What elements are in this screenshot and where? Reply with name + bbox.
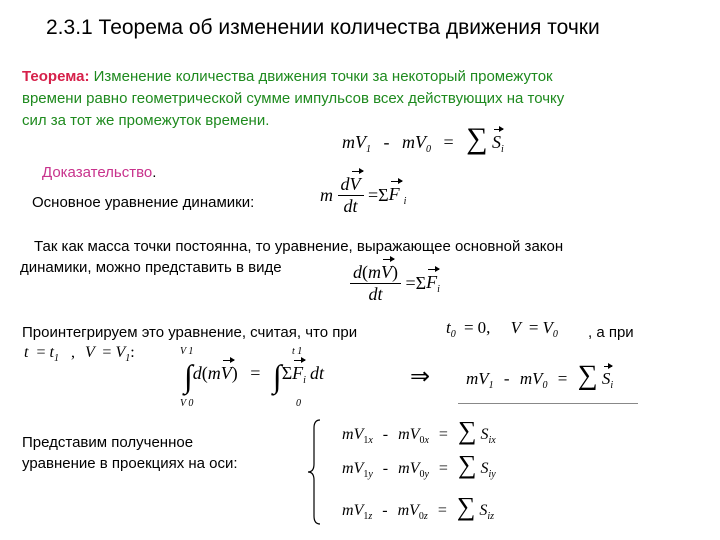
sym-V: V [84, 344, 95, 361]
theorem-line-2: времени равно геометрической сумме импульсов всех действующих на точку [22, 90, 565, 107]
sym-rparen: ) [231, 363, 238, 383]
sub-y: y [368, 469, 373, 480]
sub-1: 1 [366, 144, 371, 155]
sub-1: 1 [363, 435, 369, 446]
sub-1: 1 [53, 353, 59, 364]
sym-rparen: ) [392, 262, 398, 282]
sym-m: m [398, 426, 410, 443]
sym-m: m [368, 262, 381, 282]
sym-equals: = [557, 369, 568, 388]
fraction-dmV-dt [350, 262, 401, 305]
sym-minus: - [383, 132, 390, 152]
sub-i: i [437, 284, 440, 295]
theorem-text-1: Изменение количества движения точки за некоторый промежуток [89, 68, 553, 85]
projection-line-2: уравнение в проекциях на оси: [22, 455, 238, 472]
sym-dt: dt [309, 363, 324, 383]
sub-0: 0 [450, 329, 456, 340]
integral-upper-limit-t1: t 1 [292, 346, 303, 357]
sym-equals: = [463, 318, 474, 337]
sub-0: 0 [542, 380, 548, 391]
sub-y: y [424, 469, 429, 480]
vector-F: F [292, 363, 304, 383]
sum-symbol: ∑ [457, 450, 477, 479]
sym-S: S [479, 502, 488, 519]
sub-1: 1 [363, 511, 369, 522]
sym-minus: - [382, 426, 389, 443]
formula-projection-z [342, 494, 494, 522]
formula-projection-x [342, 418, 496, 446]
sym-equals: = [528, 318, 539, 337]
sum-symbol: ∑ [456, 492, 476, 521]
sym-comma: , [70, 344, 75, 361]
sym-d: d [340, 174, 350, 194]
sym-d: d [192, 363, 202, 383]
left-brace [306, 418, 326, 526]
sym-lparen: ( [362, 262, 368, 282]
sym-V: V [353, 460, 364, 477]
sym-m: m [402, 132, 415, 152]
sym-V: V [532, 369, 543, 388]
final-conditions [24, 344, 135, 364]
sym-m: m [342, 502, 354, 519]
vector-V: V [349, 174, 361, 194]
formula-impulse-result [466, 362, 613, 391]
initial-conditions [446, 318, 558, 340]
sym-V: V [409, 460, 420, 477]
basic-equation-label: Основное уравнение динамики: [32, 194, 255, 211]
since-line-1: Так как масса точки постоянна, то уравнение, выражающее основной закон [34, 238, 564, 255]
sym-minus: - [503, 369, 510, 388]
sub-1: 1 [125, 353, 131, 364]
sub-0: 0 [419, 435, 425, 446]
sym-m: m [397, 502, 410, 519]
sym-V: V [542, 318, 553, 337]
sym-V: V [510, 318, 521, 337]
sub-z: z [423, 511, 428, 522]
integral-lower-limit-V0: V 0 [180, 398, 194, 409]
vector-F: F [426, 272, 438, 292]
integral-sign: ∫ [272, 358, 282, 394]
sym-equals: = [102, 344, 112, 361]
frac-denominator: dt [343, 196, 358, 216]
sub-iy: iy [488, 469, 496, 480]
theorem-line-1 [22, 66, 553, 88]
sym-m: m [342, 460, 354, 477]
sym-V: V [409, 502, 419, 519]
proof-label [42, 162, 156, 184]
sym-m: m [519, 369, 533, 388]
sym-V: V [415, 132, 426, 152]
formula-projection-y [342, 452, 496, 480]
sub-i: i [610, 380, 614, 391]
integrate-line-1: Проинтегрируем это уравнение, считая, что при [22, 324, 358, 341]
sub-x: x [368, 435, 373, 446]
projection-line-1: Представим полученное [22, 434, 194, 451]
sub-ix: ix [488, 435, 496, 446]
sym-equals: = [368, 185, 379, 205]
vector-V: V [220, 363, 232, 383]
sub-i: i [303, 375, 306, 386]
since-line-2: динамики, можно представить в виде [20, 259, 282, 276]
implies-arrow: ⇒ [410, 362, 431, 390]
sum-symbol: ∑ [577, 360, 598, 391]
sym-V: V [115, 344, 126, 361]
integral-upper-limit-V1: V 1 [180, 346, 194, 357]
theorem-line-3: сил за тот же промежуток времени. [22, 112, 270, 129]
sym-equals: = [437, 502, 447, 519]
sub-1: 1 [488, 380, 494, 391]
sym-V: V [353, 426, 364, 443]
integral-lower-limit-0: 0 [296, 398, 301, 409]
formula-impulse-theorem [342, 124, 504, 155]
sym-colon: : [130, 344, 135, 361]
page-title: 2.3.1 Теорема об изменении количества движения точки [46, 16, 600, 39]
sym-d: d [353, 262, 362, 282]
sym-t: t [49, 344, 54, 361]
integral-sign: ∫ [184, 358, 193, 394]
sym-equals: = [438, 426, 448, 443]
sigma-symbol: Σ [281, 363, 293, 383]
sym-V: V [478, 369, 489, 388]
sym-V: V [355, 132, 366, 152]
sym-m: m [207, 363, 221, 383]
theorem-label: Теорема: [22, 68, 90, 85]
sym-lparen: ( [201, 363, 208, 383]
sym-V: V [353, 502, 364, 519]
vector-F: F [388, 184, 400, 204]
formula-integral [184, 358, 324, 395]
sym-equals: = [250, 363, 261, 383]
sub-z: z [368, 511, 373, 522]
vector-S: S [601, 369, 611, 388]
value-zero: 0, [477, 318, 491, 337]
sub-0: 0 [552, 329, 558, 340]
sym-minus: - [382, 502, 388, 519]
sym-minus: - [382, 460, 389, 477]
sub-i: i [501, 144, 504, 155]
sym-m: m [342, 132, 355, 152]
sum-symbol: ∑ [466, 122, 488, 155]
sym-equals: = [438, 460, 448, 477]
formula-d-mV [350, 262, 440, 305]
sym-m: m [320, 185, 333, 205]
sigma-symbol: Σ [378, 185, 389, 205]
sub-0: 0 [419, 469, 425, 480]
sym-t: t [446, 318, 451, 337]
sub-1: 1 [363, 469, 369, 480]
sym-m: m [466, 369, 479, 388]
sym-equals: = [405, 273, 416, 293]
sub-0: 0 [426, 144, 431, 155]
sym-S: S [480, 460, 489, 477]
sym-t: t [24, 344, 29, 361]
sym-equals: = [443, 132, 454, 152]
proof-dot: . [152, 164, 157, 181]
sigma-symbol: Σ [415, 273, 427, 293]
proof-word: Доказательство [42, 164, 153, 181]
vector-V: V [381, 262, 392, 282]
sub-x: x [424, 435, 429, 446]
sym-equals: = [36, 344, 46, 361]
and-when-text: , а при [588, 324, 634, 341]
sub-i: i [403, 196, 407, 207]
frac-numerator [338, 174, 364, 196]
sym-V: V [409, 426, 420, 443]
vector-S: S [492, 132, 502, 152]
formula-basic-dynamics [320, 174, 406, 217]
sum-symbol: ∑ [457, 416, 477, 445]
sym-m: m [398, 460, 410, 477]
fraction-dV-dt [338, 174, 364, 217]
sym-m: m [342, 426, 354, 443]
sub-0: 0 [418, 511, 424, 522]
sym-S: S [480, 426, 489, 443]
frac-denominator: dt [368, 284, 383, 304]
result-underline [458, 403, 638, 404]
frac-numerator [350, 262, 401, 284]
sub-iz: iz [487, 511, 495, 522]
